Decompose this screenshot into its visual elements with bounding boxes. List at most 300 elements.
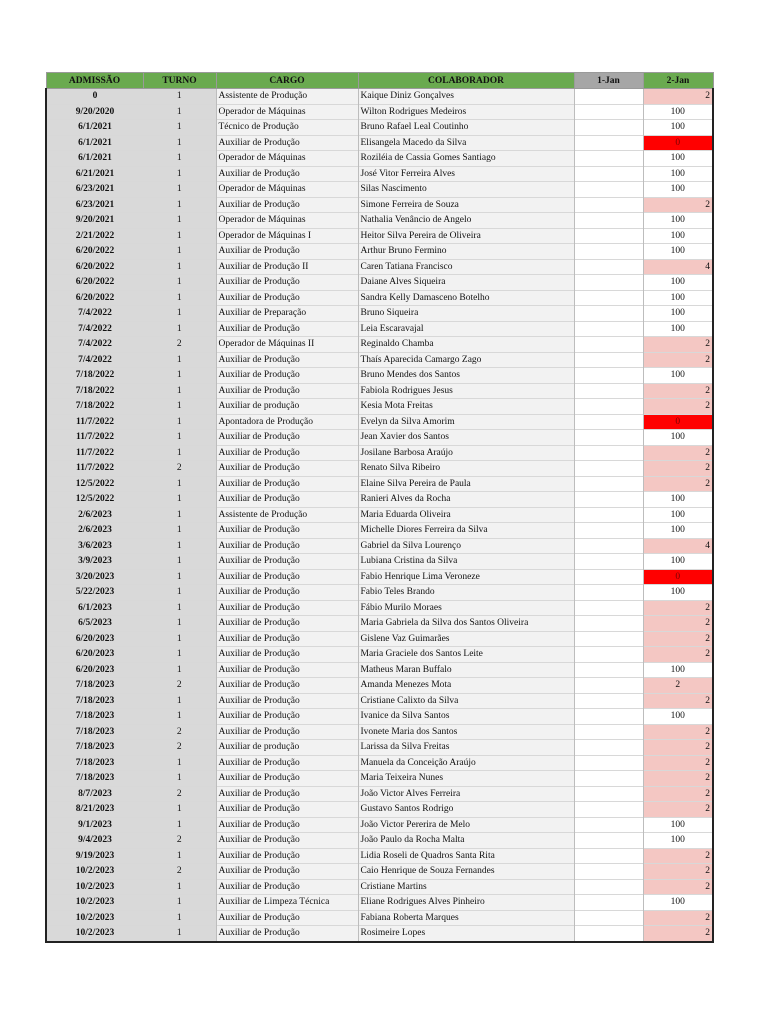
role-cell[interactable]: Operador de Máquinas II bbox=[216, 337, 358, 353]
jan1-value-cell[interactable] bbox=[574, 647, 643, 663]
role-cell[interactable]: Auxiliar de Produção bbox=[216, 244, 358, 260]
shift-cell[interactable]: 1 bbox=[143, 228, 216, 244]
admission-date-cell[interactable]: 7/4/2022 bbox=[46, 306, 143, 322]
header-turno[interactable]: TURNO bbox=[143, 73, 216, 89]
jan1-value-cell[interactable] bbox=[574, 306, 643, 322]
admission-date-cell[interactable]: 6/1/2021 bbox=[46, 135, 143, 151]
admission-date-cell[interactable]: 2/21/2022 bbox=[46, 228, 143, 244]
jan2-value-cell[interactable]: 4 bbox=[643, 538, 713, 554]
employee-name-cell[interactable]: Elisangela Macedo da Silva bbox=[358, 135, 574, 151]
shift-cell[interactable]: 1 bbox=[143, 616, 216, 632]
role-cell[interactable]: Auxiliar de produção bbox=[216, 740, 358, 756]
shift-cell[interactable]: 1 bbox=[143, 445, 216, 461]
jan2-value-cell[interactable]: 100 bbox=[643, 151, 713, 167]
jan2-value-cell[interactable]: 100 bbox=[643, 895, 713, 911]
jan2-value-cell[interactable]: 2 bbox=[643, 864, 713, 880]
employee-name-cell[interactable]: Silas Nascimento bbox=[358, 182, 574, 198]
jan1-value-cell[interactable] bbox=[574, 817, 643, 833]
jan2-value-cell[interactable]: 2 bbox=[643, 461, 713, 477]
employee-name-cell[interactable]: Cristiane Martins bbox=[358, 879, 574, 895]
jan1-value-cell[interactable] bbox=[574, 244, 643, 260]
employee-name-cell[interactable]: Maria Graciele dos Santos Leite bbox=[358, 647, 574, 663]
jan2-value-cell[interactable]: 2 bbox=[643, 399, 713, 415]
role-cell[interactable]: Técnico de Produção bbox=[216, 120, 358, 136]
jan2-value-cell[interactable]: 100 bbox=[643, 213, 713, 229]
admission-date-cell[interactable]: 10/2/2023 bbox=[46, 879, 143, 895]
jan2-value-cell[interactable]: 2 bbox=[643, 616, 713, 632]
role-cell[interactable]: Auxiliar de Produção bbox=[216, 786, 358, 802]
shift-cell[interactable]: 1 bbox=[143, 182, 216, 198]
jan1-value-cell[interactable] bbox=[574, 492, 643, 508]
jan2-value-cell[interactable]: 2 bbox=[643, 755, 713, 771]
admission-date-cell[interactable]: 11/7/2022 bbox=[46, 430, 143, 446]
employee-name-cell[interactable]: Fabio Henrique Lima Veroneze bbox=[358, 569, 574, 585]
employee-name-cell[interactable]: Josilane Barbosa Araújo bbox=[358, 445, 574, 461]
jan1-value-cell[interactable] bbox=[574, 507, 643, 523]
jan1-value-cell[interactable] bbox=[574, 321, 643, 337]
role-cell[interactable]: Auxiliar de Produção bbox=[216, 848, 358, 864]
admission-date-cell[interactable]: 12/5/2022 bbox=[46, 476, 143, 492]
jan2-value-cell[interactable]: 2 bbox=[643, 383, 713, 399]
employee-name-cell[interactable]: Maria Gabriela da Silva dos Santos Oliveira bbox=[358, 616, 574, 632]
employee-name-cell[interactable]: Amanda Menezes Mota bbox=[358, 678, 574, 694]
admission-date-cell[interactable]: 7/18/2022 bbox=[46, 368, 143, 384]
employee-name-cell[interactable]: Bruno Siqueira bbox=[358, 306, 574, 322]
jan1-value-cell[interactable] bbox=[574, 337, 643, 353]
employee-name-cell[interactable]: Leia Escaravajal bbox=[358, 321, 574, 337]
jan1-value-cell[interactable] bbox=[574, 600, 643, 616]
admission-date-cell[interactable]: 8/7/2023 bbox=[46, 786, 143, 802]
employee-name-cell[interactable]: Fabiana Roberta Marques bbox=[358, 910, 574, 926]
employee-name-cell[interactable]: Nathalia Venâncio de Angelo bbox=[358, 213, 574, 229]
employee-name-cell[interactable]: José Vitor Ferreira Alves bbox=[358, 166, 574, 182]
employee-name-cell[interactable]: Heitor Silva Pereira de Oliveira bbox=[358, 228, 574, 244]
admission-date-cell[interactable]: 3/20/2023 bbox=[46, 569, 143, 585]
jan1-value-cell[interactable] bbox=[574, 104, 643, 120]
role-cell[interactable]: Auxiliar de Produção bbox=[216, 166, 358, 182]
employee-name-cell[interactable]: Kesia Mota Freitas bbox=[358, 399, 574, 415]
role-cell[interactable]: Auxiliar de Produção bbox=[216, 523, 358, 539]
employee-name-cell[interactable]: Daiane Alves Siqueira bbox=[358, 275, 574, 291]
role-cell[interactable]: Auxiliar de Produção bbox=[216, 647, 358, 663]
jan2-value-cell[interactable]: 2 bbox=[643, 445, 713, 461]
jan2-value-cell[interactable]: 100 bbox=[643, 523, 713, 539]
shift-cell[interactable]: 1 bbox=[143, 104, 216, 120]
jan2-value-cell[interactable]: 2 bbox=[643, 197, 713, 213]
role-cell[interactable]: Auxiliar de Produção bbox=[216, 817, 358, 833]
jan1-value-cell[interactable] bbox=[574, 414, 643, 430]
shift-cell[interactable]: 1 bbox=[143, 538, 216, 554]
header-cargo[interactable]: CARGO bbox=[216, 73, 358, 89]
shift-cell[interactable]: 2 bbox=[143, 678, 216, 694]
admission-date-cell[interactable]: 12/5/2022 bbox=[46, 492, 143, 508]
role-cell[interactable]: Auxiliar de Produção bbox=[216, 368, 358, 384]
role-cell[interactable]: Auxiliar de Produção bbox=[216, 864, 358, 880]
header-jan2[interactable]: 2-Jan bbox=[643, 73, 713, 89]
role-cell[interactable]: Auxiliar de Produção bbox=[216, 445, 358, 461]
shift-cell[interactable]: 1 bbox=[143, 399, 216, 415]
shift-cell[interactable]: 1 bbox=[143, 476, 216, 492]
jan2-value-cell[interactable]: 2 bbox=[643, 926, 713, 942]
role-cell[interactable]: Auxiliar de Produção bbox=[216, 926, 358, 942]
jan2-value-cell[interactable]: 2 bbox=[643, 352, 713, 368]
admission-date-cell[interactable]: 5/22/2023 bbox=[46, 585, 143, 601]
jan1-value-cell[interactable] bbox=[574, 368, 643, 384]
employee-name-cell[interactable]: João Victor Alves Ferreira bbox=[358, 786, 574, 802]
admission-date-cell[interactable]: 6/20/2023 bbox=[46, 631, 143, 647]
admission-date-cell[interactable]: 6/20/2022 bbox=[46, 244, 143, 260]
admission-date-cell[interactable]: 7/4/2022 bbox=[46, 321, 143, 337]
admission-date-cell[interactable]: 7/18/2023 bbox=[46, 771, 143, 787]
shift-cell[interactable]: 1 bbox=[143, 352, 216, 368]
employee-name-cell[interactable]: Ranieri Alves da Rocha bbox=[358, 492, 574, 508]
employee-name-cell[interactable]: Caren Tatiana Francisco bbox=[358, 259, 574, 275]
shift-cell[interactable]: 2 bbox=[143, 833, 216, 849]
role-cell[interactable]: Auxiliar de Produção bbox=[216, 383, 358, 399]
header-admissao[interactable]: ADMISSÃO bbox=[46, 73, 143, 89]
jan2-value-cell[interactable]: 100 bbox=[643, 492, 713, 508]
jan1-value-cell[interactable] bbox=[574, 182, 643, 198]
jan2-value-cell[interactable]: 0 bbox=[643, 135, 713, 151]
admission-date-cell[interactable]: 6/20/2022 bbox=[46, 259, 143, 275]
employee-name-cell[interactable]: Fabiola Rodrigues Jesus bbox=[358, 383, 574, 399]
shift-cell[interactable]: 1 bbox=[143, 771, 216, 787]
jan1-value-cell[interactable] bbox=[574, 259, 643, 275]
employee-name-cell[interactable]: Gabriel da Silva Lourenço bbox=[358, 538, 574, 554]
employee-name-cell[interactable]: João Paulo da Rocha Malta bbox=[358, 833, 574, 849]
jan1-value-cell[interactable] bbox=[574, 864, 643, 880]
employee-name-cell[interactable]: João Victor Pererira de Melo bbox=[358, 817, 574, 833]
shift-cell[interactable]: 1 bbox=[143, 89, 216, 105]
employee-name-cell[interactable]: Kaique Diniz Gonçalves bbox=[358, 89, 574, 105]
jan1-value-cell[interactable] bbox=[574, 120, 643, 136]
admission-date-cell[interactable]: 11/7/2022 bbox=[46, 414, 143, 430]
employee-name-cell[interactable]: Michelle Diores Ferreira da Silva bbox=[358, 523, 574, 539]
employee-name-cell[interactable]: Lidia Roseli de Quadros Santa Rita bbox=[358, 848, 574, 864]
role-cell[interactable]: Auxiliar de Produção bbox=[216, 569, 358, 585]
shift-cell[interactable]: 2 bbox=[143, 740, 216, 756]
shift-cell[interactable]: 2 bbox=[143, 461, 216, 477]
shift-cell[interactable]: 1 bbox=[143, 709, 216, 725]
employee-name-cell[interactable]: Sandra Kelly Damasceno Botelho bbox=[358, 290, 574, 306]
shift-cell[interactable]: 1 bbox=[143, 213, 216, 229]
admission-date-cell[interactable]: 7/4/2022 bbox=[46, 352, 143, 368]
header-jan1[interactable]: 1-Jan bbox=[574, 73, 643, 89]
jan1-value-cell[interactable] bbox=[574, 275, 643, 291]
shift-cell[interactable]: 1 bbox=[143, 507, 216, 523]
role-cell[interactable]: Apontadora de Produção bbox=[216, 414, 358, 430]
role-cell[interactable]: Auxiliar de Produção bbox=[216, 538, 358, 554]
jan2-value-cell[interactable]: 100 bbox=[643, 430, 713, 446]
admission-date-cell[interactable]: 6/21/2021 bbox=[46, 166, 143, 182]
jan1-value-cell[interactable] bbox=[574, 197, 643, 213]
shift-cell[interactable]: 1 bbox=[143, 275, 216, 291]
jan2-value-cell[interactable]: 2 bbox=[643, 879, 713, 895]
role-cell[interactable]: Auxiliar de Preparação bbox=[216, 306, 358, 322]
role-cell[interactable]: Operador de Máquinas bbox=[216, 151, 358, 167]
admission-date-cell[interactable]: 10/2/2023 bbox=[46, 864, 143, 880]
jan2-value-cell[interactable]: 100 bbox=[643, 182, 713, 198]
jan2-value-cell[interactable]: 100 bbox=[643, 554, 713, 570]
employee-name-cell[interactable]: Fabio Teles Brando bbox=[358, 585, 574, 601]
shift-cell[interactable]: 1 bbox=[143, 569, 216, 585]
jan2-value-cell[interactable]: 100 bbox=[643, 507, 713, 523]
jan1-value-cell[interactable] bbox=[574, 662, 643, 678]
employee-name-cell[interactable]: Manuela da Conceição Araújo bbox=[358, 755, 574, 771]
role-cell[interactable]: Assistente de Produção bbox=[216, 89, 358, 105]
shift-cell[interactable]: 1 bbox=[143, 306, 216, 322]
admission-date-cell[interactable]: 2/6/2023 bbox=[46, 523, 143, 539]
admission-date-cell[interactable]: 9/20/2020 bbox=[46, 104, 143, 120]
admission-date-cell[interactable]: 7/18/2023 bbox=[46, 740, 143, 756]
jan2-value-cell[interactable]: 100 bbox=[643, 585, 713, 601]
shift-cell[interactable]: 1 bbox=[143, 662, 216, 678]
jan1-value-cell[interactable] bbox=[574, 399, 643, 415]
role-cell[interactable]: Auxiliar de Produção bbox=[216, 600, 358, 616]
shift-cell[interactable]: 1 bbox=[143, 151, 216, 167]
admission-date-cell[interactable]: 6/20/2023 bbox=[46, 662, 143, 678]
jan2-value-cell[interactable]: 2 bbox=[643, 600, 713, 616]
role-cell[interactable]: Auxiliar de Produção II bbox=[216, 259, 358, 275]
role-cell[interactable]: Auxiliar de Produção bbox=[216, 631, 358, 647]
jan2-value-cell[interactable]: 2 bbox=[643, 802, 713, 818]
admission-date-cell[interactable]: 7/18/2023 bbox=[46, 678, 143, 694]
jan1-value-cell[interactable] bbox=[574, 771, 643, 787]
jan2-value-cell[interactable]: 2 bbox=[643, 89, 713, 105]
admission-date-cell[interactable]: 9/4/2023 bbox=[46, 833, 143, 849]
shift-cell[interactable]: 1 bbox=[143, 523, 216, 539]
admission-date-cell[interactable]: 11/7/2022 bbox=[46, 461, 143, 477]
jan2-value-cell[interactable]: 100 bbox=[643, 244, 713, 260]
jan1-value-cell[interactable] bbox=[574, 151, 643, 167]
jan1-value-cell[interactable] bbox=[574, 213, 643, 229]
role-cell[interactable]: Auxiliar de Produção bbox=[216, 430, 358, 446]
role-cell[interactable]: Auxiliar de Produção bbox=[216, 755, 358, 771]
admission-date-cell[interactable]: 10/2/2023 bbox=[46, 926, 143, 942]
admission-date-cell[interactable]: 9/19/2023 bbox=[46, 848, 143, 864]
header-colaborador[interactable]: COLABORADOR bbox=[358, 73, 574, 89]
admission-date-cell[interactable]: 6/1/2021 bbox=[46, 120, 143, 136]
jan2-value-cell[interactable]: 0 bbox=[643, 569, 713, 585]
jan1-value-cell[interactable] bbox=[574, 476, 643, 492]
shift-cell[interactable]: 1 bbox=[143, 647, 216, 663]
admission-date-cell[interactable]: 8/21/2023 bbox=[46, 802, 143, 818]
employee-name-cell[interactable]: Reginaldo Chamba bbox=[358, 337, 574, 353]
shift-cell[interactable]: 1 bbox=[143, 554, 216, 570]
employee-name-cell[interactable]: Maria Eduarda Oliveira bbox=[358, 507, 574, 523]
role-cell[interactable]: Auxiliar de Produção bbox=[216, 461, 358, 477]
jan1-value-cell[interactable] bbox=[574, 693, 643, 709]
admission-date-cell[interactable]: 6/20/2022 bbox=[46, 275, 143, 291]
jan2-value-cell[interactable]: 2 bbox=[643, 678, 713, 694]
employee-name-cell[interactable]: Fábio Murilo Moraes bbox=[358, 600, 574, 616]
shift-cell[interactable]: 1 bbox=[143, 848, 216, 864]
admission-date-cell[interactable]: 7/18/2023 bbox=[46, 693, 143, 709]
jan2-value-cell[interactable]: 100 bbox=[643, 662, 713, 678]
jan2-value-cell[interactable]: 100 bbox=[643, 166, 713, 182]
shift-cell[interactable]: 1 bbox=[143, 755, 216, 771]
jan1-value-cell[interactable] bbox=[574, 461, 643, 477]
shift-cell[interactable]: 1 bbox=[143, 910, 216, 926]
shift-cell[interactable]: 1 bbox=[143, 368, 216, 384]
jan2-value-cell[interactable]: 2 bbox=[643, 476, 713, 492]
jan2-value-cell[interactable]: 100 bbox=[643, 275, 713, 291]
admission-date-cell[interactable]: 10/2/2023 bbox=[46, 895, 143, 911]
role-cell[interactable]: Operador de Máquinas I bbox=[216, 228, 358, 244]
jan1-value-cell[interactable] bbox=[574, 724, 643, 740]
employee-name-cell[interactable]: Matheus Maran Buffalo bbox=[358, 662, 574, 678]
jan1-value-cell[interactable] bbox=[574, 554, 643, 570]
admission-date-cell[interactable]: 9/1/2023 bbox=[46, 817, 143, 833]
shift-cell[interactable]: 1 bbox=[143, 197, 216, 213]
role-cell[interactable]: Auxiliar de Produção bbox=[216, 352, 358, 368]
jan1-value-cell[interactable] bbox=[574, 678, 643, 694]
employee-name-cell[interactable]: Renato Silva Ribeiro bbox=[358, 461, 574, 477]
jan2-value-cell[interactable]: 100 bbox=[643, 104, 713, 120]
role-cell[interactable]: Auxiliar de Produção bbox=[216, 709, 358, 725]
jan2-value-cell[interactable]: 2 bbox=[643, 771, 713, 787]
shift-cell[interactable]: 1 bbox=[143, 895, 216, 911]
jan2-value-cell[interactable]: 100 bbox=[643, 290, 713, 306]
role-cell[interactable]: Auxiliar de Produção bbox=[216, 771, 358, 787]
role-cell[interactable]: Auxiliar de Produção bbox=[216, 492, 358, 508]
shift-cell[interactable]: 1 bbox=[143, 430, 216, 446]
shift-cell[interactable]: 1 bbox=[143, 879, 216, 895]
role-cell[interactable]: Auxiliar de Produção bbox=[216, 321, 358, 337]
jan2-value-cell[interactable]: 2 bbox=[643, 693, 713, 709]
shift-cell[interactable]: 1 bbox=[143, 817, 216, 833]
shift-cell[interactable]: 1 bbox=[143, 259, 216, 275]
jan2-value-cell[interactable]: 100 bbox=[643, 817, 713, 833]
admission-date-cell[interactable]: 6/5/2023 bbox=[46, 616, 143, 632]
jan1-value-cell[interactable] bbox=[574, 585, 643, 601]
shift-cell[interactable]: 2 bbox=[143, 864, 216, 880]
jan1-value-cell[interactable] bbox=[574, 228, 643, 244]
jan2-value-cell[interactable]: 0 bbox=[643, 414, 713, 430]
admission-date-cell[interactable]: 2/6/2023 bbox=[46, 507, 143, 523]
role-cell[interactable]: Assistente de Produção bbox=[216, 507, 358, 523]
admission-date-cell[interactable]: 6/1/2023 bbox=[46, 600, 143, 616]
employee-name-cell[interactable]: Thaís Aparecida Camargo Zago bbox=[358, 352, 574, 368]
admission-date-cell[interactable]: 11/7/2022 bbox=[46, 445, 143, 461]
employee-name-cell[interactable]: Bruno Mendes dos Santos bbox=[358, 368, 574, 384]
employee-name-cell[interactable]: Lubiana Cristina da Silva bbox=[358, 554, 574, 570]
jan1-value-cell[interactable] bbox=[574, 430, 643, 446]
employee-name-cell[interactable]: Evelyn da Silva Amorim bbox=[358, 414, 574, 430]
shift-cell[interactable]: 1 bbox=[143, 631, 216, 647]
employee-name-cell[interactable]: Wilton Rodrigues Medeiros bbox=[358, 104, 574, 120]
role-cell[interactable]: Operador de Máquinas bbox=[216, 213, 358, 229]
role-cell[interactable]: Operador de Máquinas bbox=[216, 104, 358, 120]
jan1-value-cell[interactable] bbox=[574, 538, 643, 554]
admission-date-cell[interactable]: 7/18/2022 bbox=[46, 399, 143, 415]
jan2-value-cell[interactable]: 100 bbox=[643, 709, 713, 725]
role-cell[interactable]: Auxiliar de Limpeza Técnica bbox=[216, 895, 358, 911]
jan2-value-cell[interactable]: 2 bbox=[643, 786, 713, 802]
admission-date-cell[interactable]: 6/1/2021 bbox=[46, 151, 143, 167]
jan1-value-cell[interactable] bbox=[574, 166, 643, 182]
role-cell[interactable]: Auxiliar de Produção bbox=[216, 476, 358, 492]
shift-cell[interactable]: 1 bbox=[143, 414, 216, 430]
admission-date-cell[interactable]: 10/2/2023 bbox=[46, 910, 143, 926]
jan1-value-cell[interactable] bbox=[574, 631, 643, 647]
shift-cell[interactable]: 1 bbox=[143, 926, 216, 942]
shift-cell[interactable]: 1 bbox=[143, 693, 216, 709]
role-cell[interactable]: Auxiliar de Produção bbox=[216, 554, 358, 570]
employee-name-cell[interactable]: Bruno Rafael Leal Coutinho bbox=[358, 120, 574, 136]
role-cell[interactable]: Auxiliar de Produção bbox=[216, 662, 358, 678]
employee-name-cell[interactable]: Cristiane Calixto da Silva bbox=[358, 693, 574, 709]
shift-cell[interactable]: 2 bbox=[143, 786, 216, 802]
jan1-value-cell[interactable] bbox=[574, 352, 643, 368]
jan1-value-cell[interactable] bbox=[574, 569, 643, 585]
admission-date-cell[interactable]: 7/18/2023 bbox=[46, 709, 143, 725]
role-cell[interactable]: Auxiliar de Produção bbox=[216, 910, 358, 926]
jan1-value-cell[interactable] bbox=[574, 848, 643, 864]
jan2-value-cell[interactable]: 2 bbox=[643, 848, 713, 864]
shift-cell[interactable]: 1 bbox=[143, 166, 216, 182]
shift-cell[interactable]: 1 bbox=[143, 492, 216, 508]
jan2-value-cell[interactable]: 2 bbox=[643, 647, 713, 663]
jan1-value-cell[interactable] bbox=[574, 926, 643, 942]
jan2-value-cell[interactable]: 100 bbox=[643, 228, 713, 244]
shift-cell[interactable]: 1 bbox=[143, 290, 216, 306]
admission-date-cell[interactable]: 3/9/2023 bbox=[46, 554, 143, 570]
jan1-value-cell[interactable] bbox=[574, 383, 643, 399]
shift-cell[interactable]: 1 bbox=[143, 585, 216, 601]
jan1-value-cell[interactable] bbox=[574, 802, 643, 818]
jan1-value-cell[interactable] bbox=[574, 833, 643, 849]
admission-date-cell[interactable]: 7/4/2022 bbox=[46, 337, 143, 353]
shift-cell[interactable]: 1 bbox=[143, 135, 216, 151]
jan2-value-cell[interactable]: 100 bbox=[643, 321, 713, 337]
role-cell[interactable]: Auxiliar de Produção bbox=[216, 678, 358, 694]
employee-name-cell[interactable]: Arthur Bruno Fermino bbox=[358, 244, 574, 260]
role-cell[interactable]: Auxiliar de Produção bbox=[216, 693, 358, 709]
admission-date-cell[interactable]: 9/20/2021 bbox=[46, 213, 143, 229]
admission-date-cell[interactable]: 7/18/2023 bbox=[46, 755, 143, 771]
jan2-value-cell[interactable]: 2 bbox=[643, 337, 713, 353]
shift-cell[interactable]: 1 bbox=[143, 244, 216, 260]
employee-name-cell[interactable]: Elaine Silva Pereira de Paula bbox=[358, 476, 574, 492]
jan1-value-cell[interactable] bbox=[574, 445, 643, 461]
shift-cell[interactable]: 1 bbox=[143, 600, 216, 616]
jan1-value-cell[interactable] bbox=[574, 786, 643, 802]
employee-name-cell[interactable]: Jean Xavier dos Santos bbox=[358, 430, 574, 446]
jan1-value-cell[interactable] bbox=[574, 740, 643, 756]
employee-name-cell[interactable]: Caio Henrique de Souza Fernandes bbox=[358, 864, 574, 880]
employee-name-cell[interactable]: Gustavo Santos Rodrigo bbox=[358, 802, 574, 818]
employee-name-cell[interactable]: Eliane Rodrigues Alves Pinheiro bbox=[358, 895, 574, 911]
employee-name-cell[interactable]: Rosimeire Lopes bbox=[358, 926, 574, 942]
shift-cell[interactable]: 2 bbox=[143, 724, 216, 740]
admission-date-cell[interactable]: 6/20/2023 bbox=[46, 647, 143, 663]
jan2-value-cell[interactable]: 100 bbox=[643, 368, 713, 384]
role-cell[interactable]: Auxiliar de Produção bbox=[216, 724, 358, 740]
employee-name-cell[interactable]: Simone Ferreira de Souza bbox=[358, 197, 574, 213]
role-cell[interactable]: Operador de Máquinas bbox=[216, 182, 358, 198]
role-cell[interactable]: Auxiliar de Produção bbox=[216, 585, 358, 601]
jan1-value-cell[interactable] bbox=[574, 910, 643, 926]
admission-date-cell[interactable]: 6/20/2022 bbox=[46, 290, 143, 306]
admission-date-cell[interactable]: 0 bbox=[46, 89, 143, 105]
role-cell[interactable]: Auxiliar de Produção bbox=[216, 197, 358, 213]
role-cell[interactable]: Auxiliar de Produção bbox=[216, 833, 358, 849]
jan1-value-cell[interactable] bbox=[574, 89, 643, 105]
jan2-value-cell[interactable]: 2 bbox=[643, 910, 713, 926]
admission-date-cell[interactable]: 6/23/2021 bbox=[46, 182, 143, 198]
role-cell[interactable]: Auxiliar de Produção bbox=[216, 135, 358, 151]
